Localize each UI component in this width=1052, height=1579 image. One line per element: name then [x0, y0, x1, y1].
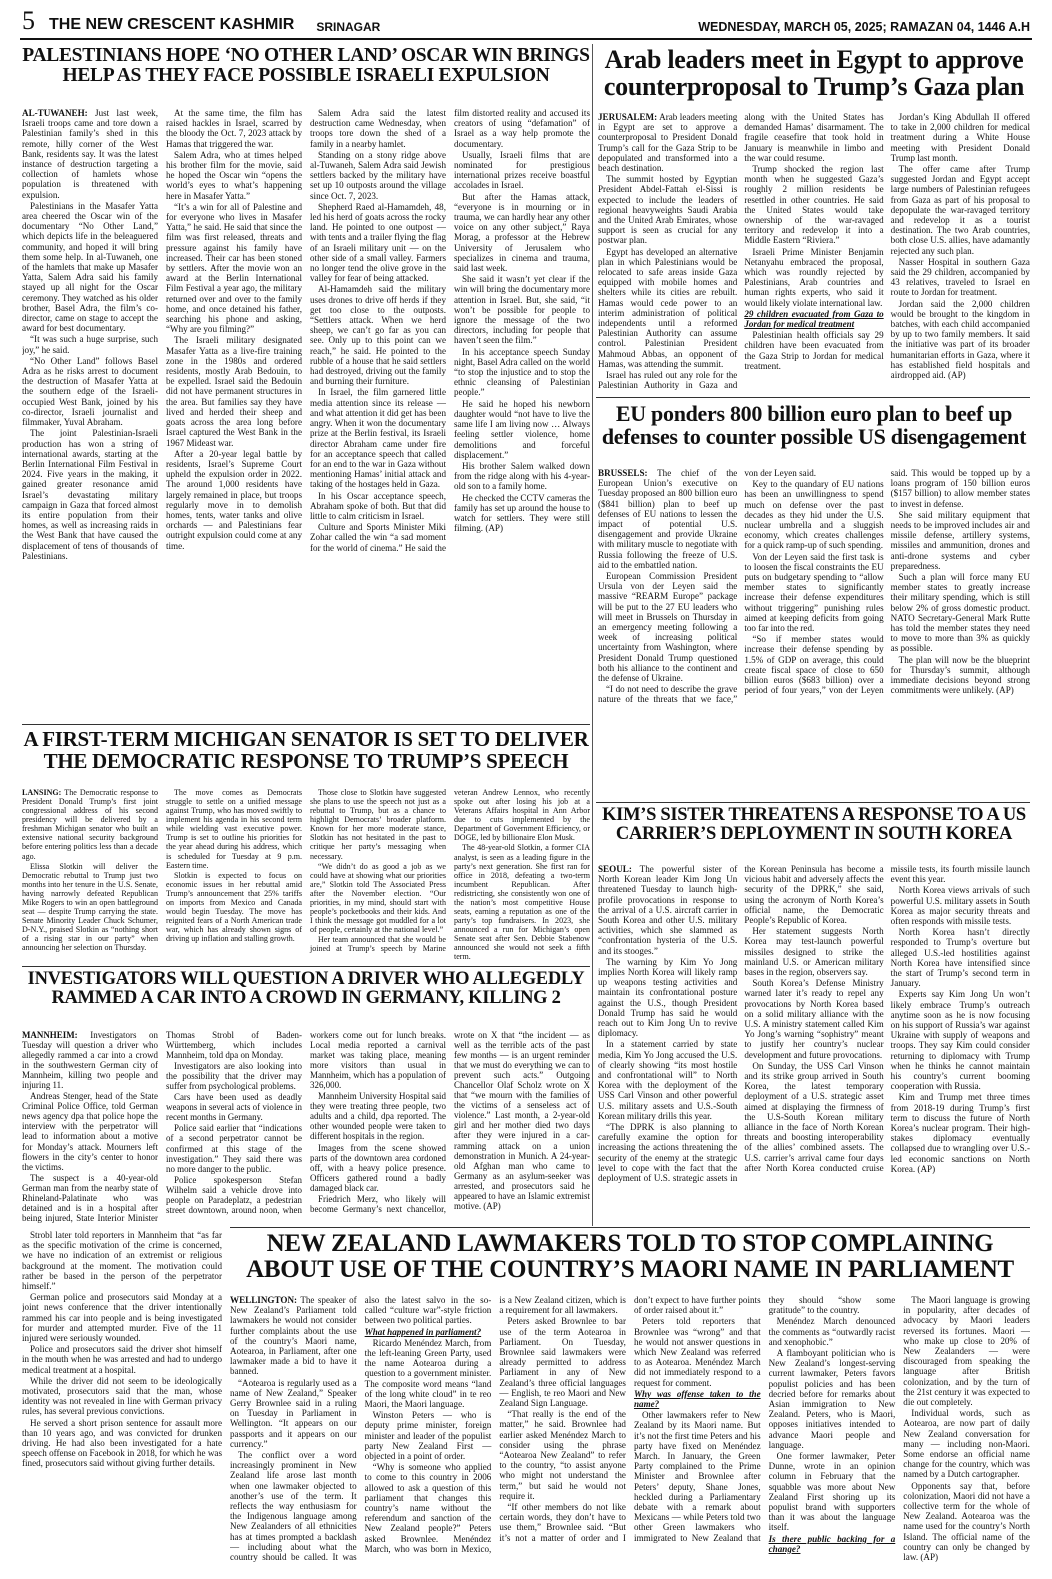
article-body: [22, 1030, 590, 1226]
paragraph: Shepherd Raed al-Hamamdeh, 48, led his herd of goats across the rocky land. He pointed to one outpost — with tents and a trailer flying the flag of an Israeli military unit — on the other side of a small valley. Farmers no longer tend the olive grove in the valley for fear of being attacked.: [310, 201, 446, 284]
paragraph: Salem Adra said the latest destruction came Wednesday, when troops tore down the shed of a family in a nearby hamlet.: [310, 108, 446, 149]
paragraph: Images from the scene showed parts of the downtown area cordoned off, with a heavy police presence. Officers gathered round a badly damaged black car.: [310, 1142, 446, 1193]
subheading: Why was offense taken to the name?: [633, 1388, 761, 1410]
paragraph: The Israeli military designated Masafer Yatta as a live-fire training zone in the 1980s and ordered residents, mostly Arab Bedouin, to be expelled. Israel said the Bedouin did not have permanent structures in the area. But families say they have lived and herded their sheep and goats across the area long before Israel captured the West Bank in the 1967 Mideast war.: [166, 335, 302, 448]
page-number: 5: [22, 6, 35, 35]
paragraph: The suspect is a 40-year-old German man from the nearby state of Rhineland-Palatinate who was detained and is in a hospital after being injured, State Interior Minister Thomas Strobl of Baden-Württemberg, which includes Mannheim, told dpa on Monday.: [22, 1030, 302, 1223]
dateline: LANSING:: [22, 788, 62, 797]
paragraph: The joint Palestinian-Israeli production has won a string of international awards, starting at the Berlin International Film Festival in 2024. Five years in the making, it gained greater resonance amid Israel’s devastating military campaign in Gaza that forced almost its entire population from their homes, as well as increasing raids in the West Bank that have caused the displacement of tens of thousands of Palestinians.: [22, 428, 158, 561]
headline: A FIRST-TERM MICHIGAN SENATOR IS SET TO DELIVER THE DEMOCRATIC RESPONSE TO TRUMP’S SPEECH: [23, 728, 589, 774]
article-michigan-senator: [22, 728, 590, 964]
headline: Arab leaders meet in Egypt to approve counterproposal to Trump’s Gaza plan: [603, 46, 1025, 102]
paragraph: Such a plan will force many EU member states to greatly increase their military spending, which is still below 2% of gross domestic product. NATO Secretary-General Mark Rutte has told the member states they need to move to more than 3% as quickly as possible.: [890, 572, 1030, 654]
article-new-zealand: [230, 1231, 1030, 1572]
article-body-continued: [22, 1230, 222, 1572]
paragraph: Von der Leyen said the first task is to loosen the fiscal constraints the EU puts on budgetary spending to “allow member states to significantly increase their defense expenditures without triggering” punishing rules aimed at keeping deficits from going too far into the red.: [744, 551, 884, 634]
paragraph: In a statement carried by state media, Kim Yo Jong accused the U.S. of clearly showing “its most hostile and confrontational will” to North Korea with the deployment of the USS Carl Vinson and other powerful U.S. military assets and U.S.-South Korean military drills this year.: [598, 1039, 738, 1121]
paragraph: But after the Hamas attack, “everyone is in mourning or in trauma, we can hardly hear any other voice on any other subject,” Raya Morag, a professor at the Hebrew University of Jerusalem who specializes in cinema and trauma, said last week.: [454, 191, 590, 274]
paragraph: Culture and Sports Minister Miki Zohar called the win “a sad moment for the world of cinema.” He said the film distorted reality and accused its creators of using “defamation” of Israel as a way help promote the documentary.: [310, 108, 590, 553]
paragraph: The plan will now be the blueprint for Thursday’s summit, although immediate decisions beyond strong commitments were unlikely. (AP): [890, 654, 1030, 696]
paragraph: Her statement suggests North Korea may test-launch powerful missiles designed to strike the mainland U.S. or American military bases in the region, observers say.: [744, 926, 884, 978]
paragraph: [22, 1030, 158, 1090]
paragraph: [22, 108, 158, 200]
paragraph: While the driver did not seem to be ideologically motivated, prosecutors said that the man, whose identity was not revealed in line with German privacy rules, has several previous convictions.: [22, 1375, 222, 1417]
paragraph: The summit hosted by Egyptian President Abdel-Fattah el-Sissi is expected to include the leaders of regional heavyweights Saudi Arabia and the United Arab Emirates, whose support is seen as crucial for any postwar plan.: [598, 174, 738, 246]
lead-text: The speaker of New Zealand’s Parliament told lawmakers he would not consider further complaints about the use of the country’s Maori name, Aotearoa, in Parliament, after one lawmaker made a bid to have it banned.: [230, 1295, 357, 1377]
paragraph: The conflict over a word increasingly prominent in New Zealand life arose last month when one lawmaker objected to another’s use of the term. It reflects the way enthusiasm for the Indigenous language among New Zealanders of all ethnicities has at times prompted a backlash — including about what the country should be called. It was also the latest salvo in the so-called “culture war”-style friction between two political parties.: [230, 1295, 492, 1563]
paragraph: Egypt has developed an alternative plan in which Palestinians would be relocated to safe areas inside Gaza equipped with mobile homes and shelters while its cities are rebuilt. Hamas would cede power to an interim administration of political independents until a reformed Palestinian Authority can assume control. Palestinian President Mahmoud Abbas, an opponent of Hamas, was attending the summit.: [598, 246, 738, 369]
subheading: What happened in parliament?: [364, 1326, 482, 1337]
article-eu-defense: [598, 402, 1030, 800]
article-body: [598, 112, 1030, 394]
article-kim-sister: [598, 806, 1030, 1224]
section-divider: [22, 966, 590, 967]
paragraph: Peters told reporters that Brownlee was “wrong” and that he would not answer questions in which New Zealand was referred to as Aotearoa. Menéndez March did not immediately respond to a request for comment.: [633, 1316, 761, 1388]
paragraph: He checked the CCTV cameras the family has set up around the house to watch for settlers. They were still filming. (AP): [454, 492, 590, 534]
section-divider: [230, 1227, 1030, 1228]
paragraph: Andreas Stenger, head of the State Criminal Police Office, told German news agency dpa that police hope the interview with the perpetrator will lead to information about a motive for Monday’s attack. Mourners left flowers in the city’s center to honor the victims.: [22, 1091, 158, 1172]
paragraph: Investigators are also looking into the possibility that the driver may suffer from psychological problems.: [166, 1061, 302, 1092]
dateline: AL-TUWANEH:: [22, 108, 88, 118]
dateline: SEOUL:: [598, 864, 632, 874]
paragraph: Cars have been used as deadly weapons in several acts of violence in recent months in Germany.: [166, 1092, 302, 1123]
paragraph: Individual words, such as Aotearoa, are now part of daily New Zealand conversation for many — including non-Maori. Some endorse an official name change for the country, which was named by a Dutch cartographer.: [903, 1408, 1030, 1480]
headline: EU ponders 800 billion euro plan to beef up defenses to counter possible US disengagement: [601, 402, 1027, 450]
headline: PALESTINIANS HOPE ‘NO OTHER LAND’ OSCAR WIN BRINGS HELP AS THEY FACE POSSIBLE ISRAELI EXPULSION: [22, 46, 590, 87]
paragraph: [598, 864, 737, 956]
paragraph: Peters asked Brownlee to bar use of the term Aotearoa in Parliament. On Tuesday, Brownlee said lawmakers were already permitted to address Parliament in any of New Zealand’s three official languages — English, te reo Maori and New Zealand Sign Language.: [499, 1316, 626, 1409]
paragraph: Mannheim University Hospital said they were treating three people, two adults and a child, dpa reported. The other wounded people were taken to different hospitals in the region.: [310, 1091, 446, 1142]
paragraph: Those close to Slotkin have suggested she plans to use the speech not just as a rebuttal to Trump, but as a chance to highlight Democrats’ broader platform. Known for her more moderate stance, Slotkin has not hesitated in the past to critique her party’s messaging when necessary.: [310, 788, 446, 861]
paragraph: “If other members do not like certain words, they don’t have to use them,” Brownlee said. “But it’s not a matter of order and I don’t expect to have further points of order raised about it.”: [499, 1295, 761, 1543]
dateline: BRUSSELS:: [598, 468, 648, 478]
paragraph: North Korea views arrivals of such powerful U.S. military assets in South Korea as major security threats and often responds with missile tests.: [890, 885, 1030, 927]
column-divider: [592, 44, 593, 1226]
paragraph: The warning by Kim Yo Jong implies North Korea will likely ramp up weapons testing activities and maintain its confrontational posture against the U.S., though President Donald Trump has said he would reach out to Kim Jong Un to revive diplomacy.: [598, 956, 738, 1039]
paragraph: Elissa Slotkin will deliver the Democratic rebuttal to Trump just two months into her tenure in the U.S. Senate, having narrowly defeated Republican Mike Rogers to win an open battleground seat — despite Trump carrying the state. Senate Minority Leader Chuck Schumer, D-N.Y., praised Slotkin as “nothing short of a rising star in our party” when announcing her selection on Thursday.: [22, 861, 158, 953]
paragraph: Palestinian health officials say 29 children have been evacuated from the Gaza Strip to Jordan for medical treatment.: [744, 330, 884, 371]
paragraph: Key to the quandary of EU nations has been an unwillingness to spend much on defense over the past decades as they hid under the U.S. nuclear umbrella and a sluggish economy, which creates challenges for a quick ramp-up of such spending.: [744, 479, 884, 551]
paragraph: Police said earlier that “indications of a second perpetrator cannot be confirmed at this stage of the investigation.” They said there was no more danger to the public.: [166, 1123, 302, 1174]
article-palestinians: [22, 46, 590, 722]
city-name: SRINAGAR: [316, 20, 381, 34]
paragraph: “The DPRK is also planning to carefully examine the option for increasing the actions threatening the security of the enemy at the strategic level to cope with the fact that the deployment of U.S. strategic assets in the Korean Peninsula has become a vicious habit and adversely affects the security of the DPRK,” she said, using the acronym of North Korea’s official name, the Democratic People’s Republic of Korea.: [598, 864, 884, 1184]
paragraph: Nasser Hospital in southern Gaza said the 29 children, accompanied by 43 relatives, traveled to Israel en route to Jordan for treatment.: [890, 256, 1030, 298]
section-divider: [596, 802, 1030, 803]
article-arab-leaders: [598, 46, 1030, 395]
paragraph: [230, 1295, 357, 1377]
paragraph: Friedrich Merz, who likely will become Germany’s next chancellor, wrote on X that “the incident — as well as the terrible acts of the past few months — is an urgent reminder that we must do everything we can to prevent such acts.” Outgoing Chancellor Olaf Scholz wrote on X that “we mourn with the families of the victims of a senseless act of violence.” Last month, a 2-year-old girl and her mother died two days after they were injured in a car-ramming attack on a union demonstration in Munich. A 24-year-old Afghan man who came to Germany as an asylum-seeker was arrested, and prosecutors said he appeared to have an Islamic extremist motive. (AP): [310, 1030, 590, 1214]
paragraph: [598, 112, 737, 173]
article-body: [22, 108, 590, 722]
paragraph: She said military equipment that needs to be improved includes air and missile defense, artillery systems, missiles and ammunition, drones and anti-drone systems and cyber preparedness.: [890, 509, 1030, 571]
paragraph: Palestinians in the Masafer Yatta area cheered the Oscar win of the documentary “No Other Land,” which depicts life in the beleaguered community, and hoped it will bring them some help. In al-Tuwaneh, one of the hamlets that make up Masafer Yatta, Salem Adra said his family stayed up all night for the Oscar ceremony. They watched as his older brother, Basel Adra, the film’s co-director, came on stage to accept the award for best documentary.: [22, 200, 158, 334]
paragraph: [22, 788, 158, 861]
masthead-rule: [20, 38, 1032, 40]
dateline: MANNHEIM:: [22, 1030, 78, 1040]
paragraph: Israel has ruled out any role for the Palestinian Authority in Gaza and along with the United States has demanded Hamas’ disarmament. The fragile ceasefire that took hold in January is meanwhile in limbo and the war could resume.: [598, 112, 884, 391]
paragraph: Ricardo Menéndez March, from the left-leaning Green Party, used the name Aotearoa during a question to a government minister. The composite word means “land of the long white cloud” in te reo Maori, the Maori language.: [364, 1337, 492, 1410]
issue-date: WEDNESDAY, MARCH 05, 2025; RAMAZAN 04, 1446 A.H: [698, 20, 1030, 34]
paragraph: In Israel, the film garnered little media attention since its release — and what attention it did get has been angry. When it won the documentary prize at the Berlin festival, its Israeli director Abraham came under fire for an acceptance speech that called for an end to the war in Gaza without mentioning Hamas’ initial attack and taking of the hostages held in Gaza.: [310, 387, 446, 490]
paragraph: In his acceptance speech Sunday night, Basel Adra called on the world “to stop the injustice and to stop the ethnic cleansing of Palestinian people.”: [454, 346, 590, 398]
paragraph: In his Oscar acceptance speech, Abraham spoke of both. But that did little to calm criticism in Israel.: [310, 490, 446, 521]
lead-text: The Democratic response to President Donald Trump’s first joint congressional address of his second presidency will be delivered by a freshman Michigan senator who built an extensive national security background before entering politics less than a decade ago.: [22, 788, 158, 861]
headline: INVESTIGATORS WILL QUESTION A DRIVER WHO ALLEGEDLY RAMMED A CAR INTO A CROWD IN GERMANY, KILLING 2: [27, 970, 585, 1009]
paragraph: Police and prosecutors said the driver shot himself in the mouth when he was arrested and had to undergo medical treatment at a hospital.: [22, 1344, 222, 1375]
paragraph: One former lawmaker, Peter Dunne, wrote in an opinion column in February that the squabble was more about New Zealand First shoring up its populist brand with supporters than it was about the language itself.: [768, 1451, 896, 1533]
section-divider: [22, 724, 590, 725]
paragraph: “We didn’t do as good a job as we could have at showing what our priorities are,” Slotkin told The Associated Press after the November election. “Our priorities, in my mind, should start with people’s pocketbooks and their kids. And I think the message got muddled for a lot of people, certainly at the national level.”: [310, 861, 446, 935]
paragraph: After a 20-year legal battle by residents, Israel’s Supreme Court upheld the expulsion order in 2022. The around 1,000 residents have largely remained in place, but troops regularly move in to demolish homes, tents, water tanks and olive orchards — and Palestinians fear outright expulsion could come at any time.: [166, 448, 302, 551]
paragraph: His brother Salem walked down from the ridge along with his 4-year-old son to a family home.: [454, 460, 590, 492]
paragraph: Usually, Israeli films that are nominated for prestigious international prizes receive boastful accolades in Israel.: [454, 149, 590, 191]
paragraph: Experts say Kim Jong Un won’t likely embrace Trump’s outreach anytime soon as he is now focusing on his support of Russia’s war against Ukraine with supply of weapons and troops. They say Kim could consider returning to diplomacy with Trump when he thinks he cannot maintain his country’s current booming cooperation with Russia.: [890, 989, 1030, 1092]
subheading: Is there public backing for a change?: [768, 1533, 896, 1554]
article-germany-car: [22, 970, 590, 1226]
lead-text: Arab leaders meeting in Egypt are set to approve a counterproposal to President Donald Trump’s call for the Gaza Strip to be depopulated and transformed into a beach destination.: [598, 112, 738, 174]
lead-text: Investigators on Tuesday will question a driver who allegedly rammed a car into a crowd in the southwestern German city of Mannheim, killing two people and injuring 11.: [22, 1030, 158, 1091]
article-body: [598, 864, 1030, 1224]
paragraph: Police spokesperson Stefan Wilhelm said a vehicle drove into people on Paradeplatz, a pedestrian street downtown, around noon, when workers come out for lunch breaks. Local media reported a carnival market was taking place, meaning more visitors than usual in Mannheim, which has a population of 326,000.: [166, 1030, 446, 1215]
paragraph: He served a short prison sentence for assault more than 10 years ago, and was convicted for drunken driving. He had also been investigated for a hate speech offense on Facebook in 2018, for which he was fined, prosecutors said without giving further details.: [22, 1417, 222, 1469]
paragraph: The 48-year-old Slotkin, a former CIA analyst, is seen as a leading figure in the party’s next generation. She first ran for office in 2018, defeating a two-term incumbent Republican. After redistricting, she consistently won one of the nation’s most competitive House seats, earning a reputation as one of the party’s top fundraisers. In 2023, she announced a run for Michigan’s open Senate seat after Sen. Debbie Stabenow announced she would not seek a fifth term.: [454, 843, 590, 962]
paragraph: “That really is the end of the matter,” he said. Brownlee had earlier asked Menéndez March to consider using the phrase “Aotearoa New Zealand” to refer to the country, “to assist anyone who might not understand the term,” but said he would not require it.: [499, 1409, 626, 1501]
headline: NEW ZEALAND LAWMAKERS TOLD TO STOP COMPLAINING ABOUT USE OF THE COUNTRY’S MAORI NAME IN PARLIAMENT: [246, 1231, 1014, 1284]
paragraph: Kim and Trump met three times from 2018-19 during Trump’s first term to discuss the future of North Korea’s nuclear program. Their high-stakes diplomacy eventually collapsed due to wrangling over U.S.-led economic sanctions on North Korea. (AP): [890, 1092, 1030, 1174]
article-body: [230, 1295, 1030, 1571]
paragraph: Salem Adra, who at times helped his brother film for the movie, said he hoped the Oscar win “opens the world’s eyes to what’s happening here in Masafer Yatta.”: [166, 149, 302, 201]
paragraph: A flamboyant politician who is New Zealand’s longest-serving current lawmaker, Peters favors populist policies and has been decried before for remarks about Asian immigration to New Zealand. Peters, who is Maori, opposes initiatives intended to advance Maori people and language.: [768, 1348, 896, 1450]
paragraph: Winston Peters — who is deputy prime minister, foreign minister and leader of the populist party New Zealand First — objected in a point of order.: [364, 1410, 492, 1462]
paragraph: She said it wasn’t yet clear if the win will bring the documentary more attention in Israel. But, she said, “it won’t be possible for people to ignore the message of the two directors, including for people that haven’t seen the film.”: [454, 274, 590, 346]
paragraph: Trump shocked the region last month when he suggested Gaza’s roughly 2 million residents be resettled in other countries. He said the United States would take ownership of the war-ravaged territory and redevelop it into a Middle Eastern “Riviera.”: [744, 164, 884, 246]
paragraph: German police and prosecutors said Monday at a joint news conference that the driver intentionally rammed his car into people and is being investigated for murder and attempted murder. Five of the 11 injured were seriously wounded.: [22, 1292, 222, 1344]
paragraph: Jordan’s King Abdullah II offered to take in 2,000 children for medical treatment during a White House meeting with President Donald Trump last month.: [890, 112, 1030, 163]
paragraph: “Why is someone who applied to come to this country in 2006 allowed to ask a question of this parliament that changes this country’s name without the referendum and sanction of the New Zealand people?” Peters asked Brownlee. Menéndez March, who was born in Mexico, is a New Zealand citizen, which is a requirement for all lawmakers.: [364, 1295, 626, 1554]
paragraph: Strobl later told reporters in Mannheim that “as far as the specific motivation of the crime is concerned, we have no indication of an extremist or religious background at the moment. The motivation could rather be based in the person of the perpetrator himself.”: [22, 1230, 222, 1292]
paragraph: “I do not need to describe the grave nature of the threats that we face,” von der Leyen said.: [598, 468, 817, 705]
paragraph: Jordan said the 2,000 children would be brought to the kingdom in batches, with each child accompanied by up to two family members. It said the initiative was part of its broader humanitarian efforts in Gaza, where it has established field hospitals and airdropped aid. (AP): [890, 298, 1030, 381]
article-body: [22, 788, 590, 964]
article-germany-continued: [22, 1230, 222, 1572]
paragraph: South Korea’s Defense Ministry warned later it’s ready to repel any provocations by North Korea based on a solid military alliance with the U.S. A ministry statement called Kim Yo Jong’s warning “sophistry” meant to justify her country’s nuclear development and future provocations.: [744, 978, 884, 1060]
paper-name: THE NEW CRESCENT KASHMIR: [49, 16, 295, 33]
paragraph: North Korea hasn’t directly responded to Trump’s overture but alleged U.S.-led hostilities against North Korea have intensified since the start of Trump’s second term in January.: [890, 927, 1030, 989]
paragraph: Other lawmakers refer to New Zealand by its Maori name. But it’s not the first time Peters and his party have fixed on Menéndez March. In January, the Green Party complained to the Prime Minister and Brownlee after Peters’ deputy, Shane Jones, heckled during a Parliamentary debate with a remark about Mexicans — while Peters told two other Green lawmakers who immigrated to New Zealand that they should “show some gratitude” to the country.: [633, 1295, 896, 1543]
paragraph: The Maori language is growing in popularity, after decades of advocacy by Maori leaders reversed its fortunes. Maori — who make up close to 20% of New Zealanders — were discouraged from speaking the language after British colonization, and by the turn of the 21st century it was expected to die out completely.: [903, 1295, 1030, 1408]
masthead: [22, 8, 1030, 34]
paragraph: On Sunday, the USS Carl Vinson and its strike group arrived in South Korea, the latest temporary deployment of a U.S. strategic asset aimed at displaying the firmness of the U.S-South Korean military alliance in the face of North Korean threats and boosting interoperability of the allies’ combined assets. The U.S. carrier’s arrival came four days after North Korea conducted cruise missile tests, its fourth missile launch event this year.: [744, 864, 1030, 1173]
paragraph: Menéndez March denounced the comments as “outwardly racist and xenophobic.”: [768, 1316, 896, 1347]
lead-text: The chief of the European Union’s executive on Tuesday proposed an 800 billion euro ($841 billion) plan to beef up defenses of EU nations to lessen the impact of potential U.S. disengagement and provide Ukraine with military muscle to negotiate with Russia following the freeze of U.S. aid to the embattled nation.: [598, 468, 738, 570]
subheading: 29 children evacuated from Gaza to Jordan for medical treatment: [744, 308, 884, 330]
paragraph: He said he hoped his newborn daughter would “not have to live the same life I am living now … Always feeling settler violence, home demolitions and forceful displacement.”: [454, 398, 590, 460]
paragraph: “It was such a huge surprise, such joy,” he said.: [22, 334, 158, 355]
paragraph: “Aotearoa is regularly used as a name of New Zealand,” Speaker Gerry Brownlee said in a ruling on Tuesday in Parliament in Wellington. “It appears on our passports and it appears on our currency.”: [230, 1377, 357, 1449]
paragraph: The offer came after Trump suggested Jordan and Egypt accept large numbers of Palestinian refugees from Gaza as part of his proposal to depopulate the war-ravaged territory and redevelop it as a tourist destination. The two Arab countries, both close U.S. allies, have adamantly rejected any such plan.: [890, 164, 1030, 256]
lead-text: The powerful sister of North Korean leader Kim Jong Un threatened Tuesday to launch high-profile provocations in response to the arrival of a U.S. aircraft carrier in South Korea and other U.S. military activities, which she slammed as “confrontation hysteria of the U.S. and its stooges.”: [598, 864, 738, 956]
dateline: WELLINGTON:: [230, 1295, 298, 1305]
paragraph: “So if member states would increase their defense spending by 1.5% of GDP on average, this could create fiscal space of close to 650 billion euros ($683 billion) over a period of four years,” von der Leyen said. This would be topped up by a loans program of 150 billion euros ($157 billion) to allow member states to invest in defense.: [744, 468, 1030, 696]
paragraph: At the same time, the film has raised hackles in Israel, scarred by the bloody the Oct. 7, 2023 attack by Hamas that triggered the war.: [166, 108, 302, 149]
paragraph: Her team announced that she would be joined at Trump’s speech by Marine veteran Andrew Lennox, who recently spoke out after losing his job at a Veterans Affairs hospital in Ann Arbor due to cuts implemented by the Department of Government Efficiency, or DOGE, led by billionaire Elon Musk.: [310, 788, 590, 954]
paragraph: [598, 468, 737, 570]
headline: KIM’S SISTER THREATENS A RESPONSE TO A US CARRIER’S DEPLOYMENT IN SOUTH KOREA: [602, 806, 1026, 845]
article-body: [598, 468, 1030, 800]
paragraph: Al-Hamamdeh said the military uses drones to drive off herds if they get too close to the outposts. “Settlers attack. When we herd sheep, we can’t go far as you can see. Only up to this point can we reach,” he said. He pointed to the rubble of a house that he said settlers had destroyed, driving out the family and burning their furniture.: [310, 284, 446, 387]
paragraph: Slotkin is expected to focus on economic issues in her rebuttal amid Trump’s announcement that 25% tariffs on imports from Mexico and Canada would begin Tuesday. The move has reignited fears of a North American trade war, which has already shown signs of driving up inflation and stalling growth.: [166, 870, 302, 944]
paragraph: European Commission President Ursula von der Leyen said the massive “REARM Europe” package will be put to the 27 EU leaders who will meet in Brussels on Thursday in an emergency meeting following a week of increasing political uncertainty from Washington, where President Donald Trump questioned both his alliance to the continent and the defense of Ukraine.: [598, 571, 738, 684]
dateline: JERUSALEM:: [598, 112, 658, 122]
lead-text: Just last week, Israeli troops came and tore down a Palestinian family’s shed in this remote, hilly corner of the West Bank, residents say. It was the latest instance of destruction targeting a collection of hamlets whose population is threatened with expulsion.: [22, 108, 158, 200]
paragraph: The move comes as Democrats struggle to settle on a unified message against Trump, who has moved swiftly to implement his agenda in his second term while wielding vast executive power. Trump is set to outline his priorities for the year ahead during his address, which is scheduled for Tuesday at 9 p.m. Eastern time.: [166, 788, 302, 870]
section-divider: [596, 397, 1030, 398]
paragraph: “No Other Land” follows Basel Adra as he risks arrest to document the destruction of Masafer Yatta at the southern edge of the Israeli-occupied West Bank, joined by his co-director, Israeli journalist and filmmaker, Yuval Abraham.: [22, 355, 158, 428]
paragraph: “It’s a win for all of Palestine and for everyone who lives in Masafer Yatta,” he said. He said that since the film was first released, threats and pressure against his family have increased. Their car has been stoned by settlers. After the movie won an award at the Berlin International Film Festival a year ago, the military returned over and over to the family home, and once detained his father, searching his phone and asking, “Why are you filming?”: [166, 201, 302, 335]
paragraph: Opponents say that, before colonization, Maori did not have a collective term for the whole of New Zealand. Aotearoa was the name used for the country’s North Island. The official name of the country can only be changed by law. (AP): [903, 1480, 1030, 1563]
paragraph: Israeli Prime Minister Benjamin Netanyahu embraced the proposal, which was roundly rejected by Palestinians, Arab countries and human rights experts, who said it would likely violate international law.: [744, 246, 884, 308]
paragraph: Standing on a stony ridge above al-Tuwaneh, Salem Adra said Jewish settlers backed by the military have set up 10 outposts around the village since Oct. 7, 2023.: [310, 149, 446, 201]
